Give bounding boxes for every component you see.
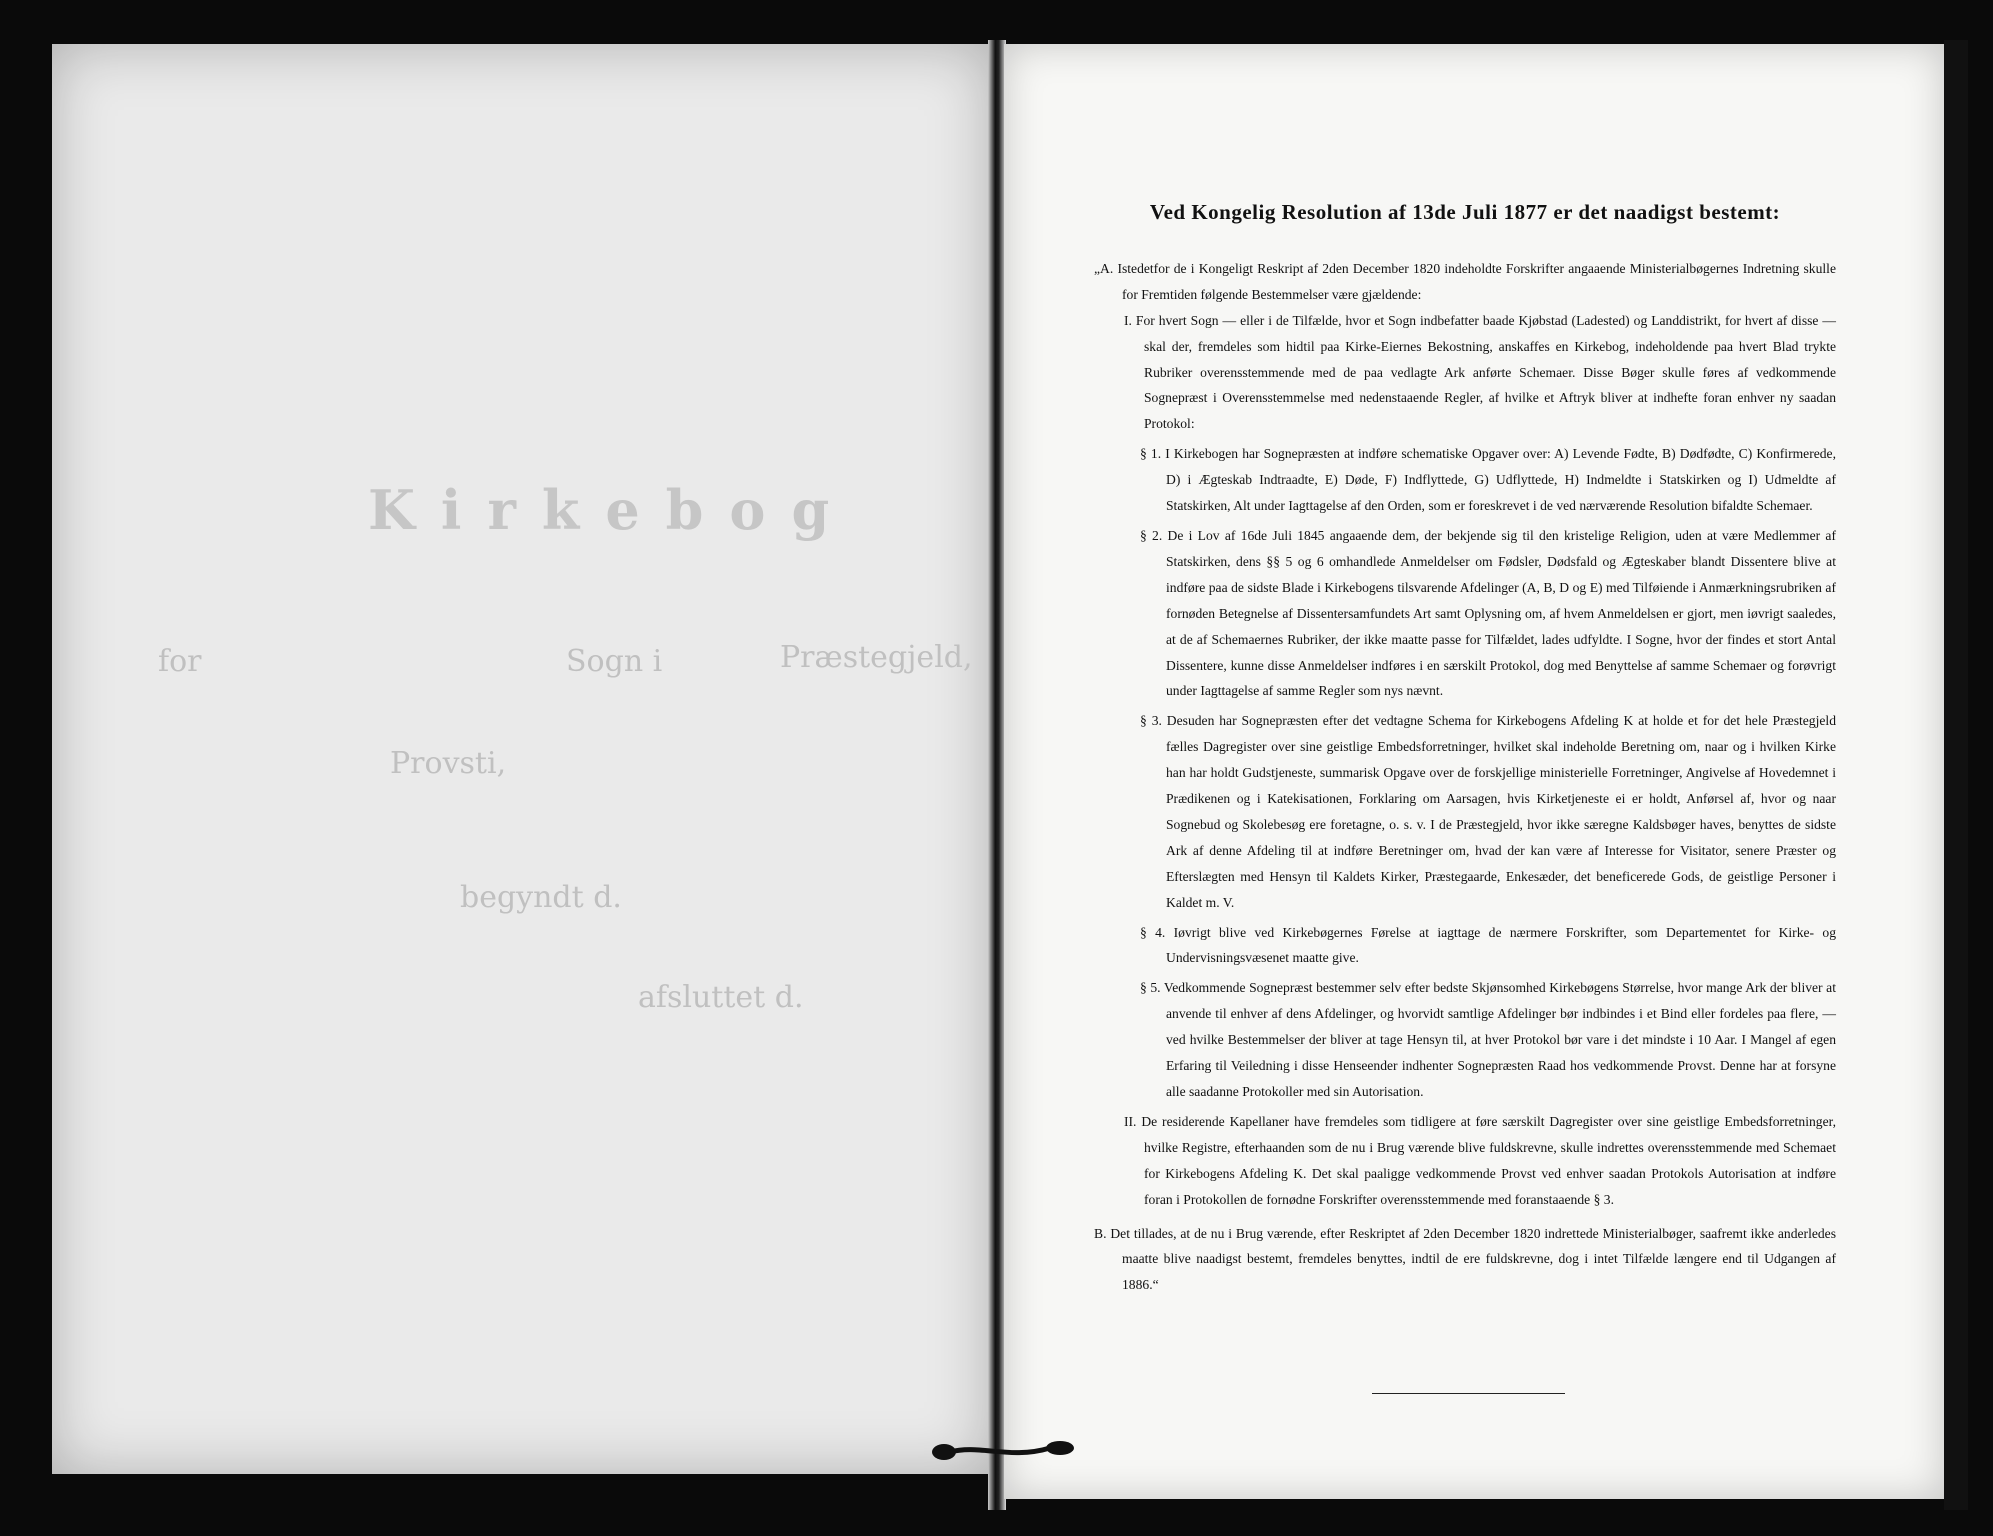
bleed-line-for: for bbox=[158, 644, 202, 679]
paragraph-a: „A. Istedetfor de i Kongeligt Reskript af 2den December 1820 indeholdte Forskrifter angaaende Ministerialbøgernes Indretning skulle for Fremtiden følgende Bestemmelser være gjældende: bbox=[1094, 260, 1836, 302]
document-body bbox=[1094, 200, 1836, 1298]
bleed-line-sogn: Sogn i bbox=[566, 644, 663, 679]
section-II: II. De residerende Kapellaner have fremdeles som tidligere at føre særskilt Dagregister over sine geistlige Embedsforretninger, hvilke Registre, efterhaanden som de nu i Brug værende blive fuldskrevne, skulle indrettes overensstemmende med Schemaet for Kirkebogens Afdeling K. Det skal paaligge vedkommende Provst ved enhver saadan Protokols Autorisation at indføre foran i Protokollen de fornødne Forskrifter overensstemmende med foranstaaende § 3. bbox=[1124, 1113, 1836, 1207]
paragraph-1: § 1. I Kirkebogen har Sognepræsten at indføre schematiske Opgaver over: A) Levende Fødte, B) Dødfødte, C) Konfirmerede, D) i Ægteskab Indtraadte, E) Døde, F) Indflyttede, G) Udflyttede, H) Indmeldte i Statskirken og I) Udmeldte af Statskirken, Alt under Iagttagelse af den Orden, som er foreskrevet i de ved nærværende Resolution bifaldte Schemaer. bbox=[1140, 446, 1836, 514]
paragraph-b: B. Det tillades, at de nu i Brug værende, efter Reskriptet af 2den December 1820 indrettede Ministerialbøger, saafremt ikke anderledes maatte blive naadigst bestemt, fremdeles benyttes, indtil de ere fuldskrevne, dog i intet Tilfælde længere end til Udgangen af 1886.“ bbox=[1094, 1225, 1836, 1293]
bleed-line-provsti: Provsti, bbox=[390, 746, 507, 781]
paragraph-4: § 4. Iøvrigt blive ved Kirkebøgernes Førelse at iagttage de nærmere Forskrifter, som Departementet for Kirke- og Undervisningsvæsenet maatte give. bbox=[1140, 924, 1836, 966]
document-title: Ved Kongelig Resolution af 13de Juli 1877 er det naadigst bestemt: bbox=[1149, 200, 1781, 224]
page-edge bbox=[1944, 40, 1968, 1510]
binding-cord bbox=[930, 1438, 1080, 1464]
bleed-line-praestegjeld: Præstegjeld, bbox=[780, 640, 973, 675]
paragraph-5: § 5. Vedkommende Sognepræst bestemmer selv efter bedste Skjønsomhed Kirkebøgens Størrelse, hvor mange Ark der bliver at anvende til enhver af dens Afdelinger, og hvorvidt samtlige Afdelinger bør indbindes i et Bind eller fordeles paa flere, — ved hvilke Bestemmelser der bliver at tage Hensyn til, at hver Protokol bør vare i det mindste i 10 Aar. I Mangel af egen Erfaring til Veiledning i disse Henseender indhenter Sognepræsten Raad hos vedkommende Provst. Denne har at forsyne alle saadanne Protokoller med sin Autorisation. bbox=[1140, 980, 1836, 1099]
bleed-through-title: Kirkebog bbox=[368, 478, 856, 542]
closing-rule bbox=[1372, 1393, 1565, 1394]
bleed-line-begyndt: begyndt d. bbox=[460, 880, 622, 915]
left-page bbox=[52, 44, 990, 1474]
paragraph-2: § 2. De i Lov af 16de Juli 1845 angaaende dem, der bekjende sig til den kristelige Religion, uden at være Medlemmer af Statskirken, dens §§ 5 og 6 omhandlede Anmeldelser om Fødsler, Dødsfald og Ægteskaber blandt Dissentere blive at indføre paa de sidste Blade i Kirkebogens tilsvarende Afdelinger (A, B, D og E) med Tilføiende i Anmærkningsrubriken af fornøden Betegnelse af Dissentersamfundets Art samt Oplysning om, af hvem Anmeldelsen er gjort, men iøvrigt saaledes, at de af Schemaernes Rubriker, der ikke maatte passe for Tilfældet, lades udfyldte. I Sogne, hvor der findes et stort Antal Dissentere, kunne disse Anmeldelser indføres i en særskilt Protokol, dog med Benyttelse af samme Schemaer og forøvrigt under Iagttagelse af samme Regler som nys nævnt. bbox=[1140, 527, 1836, 699]
paragraph-3: § 3. Desuden har Sognepræsten efter det vedtagne Schema for Kirkebogens Afdeling K at holde et for det hele Præstegjeld fælles Dagregister over sine geistlige Embedsforretninger, hvilket skal indeholde Beretning om, naar og i hvilken Kirke han har holdt Gudstjeneste, summarisk Opgave over de forskjellige ministerielle Forretninger, Angivelse af Hovedemnet i Prædikenen og i Katekisationen, Forklaring om Aarsagen, hvis Kirketjeneste ei er holdt, Anførsel af, hvor og naar Sognebud og Skolebesøg ere foretagne, o. s. v. I de Præstegjeld, hvor ikke særegne Kaldsbøger haves, benyttes de sidste Ark af denne Afdeling til at indføre Beretninger om, hvad der kan være af Interesse for Visitator, senere Præster og Efterslægten med Hensyn til Kaldets Kirker, Præstegaarde, Enkesæder, det beneficerede Gods, de geistlige Personer i Kaldet m. V. bbox=[1140, 713, 1836, 910]
section-I: I. For hvert Sogn — eller i de Tilfælde, hvor et Sogn indbefatter baade Kjøbstad (Ladested) og Landdistrikt, for hvert af disse — skal der, fremdeles som hidtil paa Kirke-Eiernes Bekostning, anskaffes en Kirkebog, indeholdende paa hvert Blad trykte Rubriker overensstemmende med de paa vedlagte Ark anførte Schemaer. Disse Bøger skulle føres af vedkommende Sognepræst i Overensstemmelse med nedenstaaende Regler, af hvilke et Aftryk bliver at indhefte foran enhver ny saadan Protokol: bbox=[1124, 312, 1836, 432]
bleed-line-afsluttet: afsluttet d. bbox=[638, 980, 804, 1015]
